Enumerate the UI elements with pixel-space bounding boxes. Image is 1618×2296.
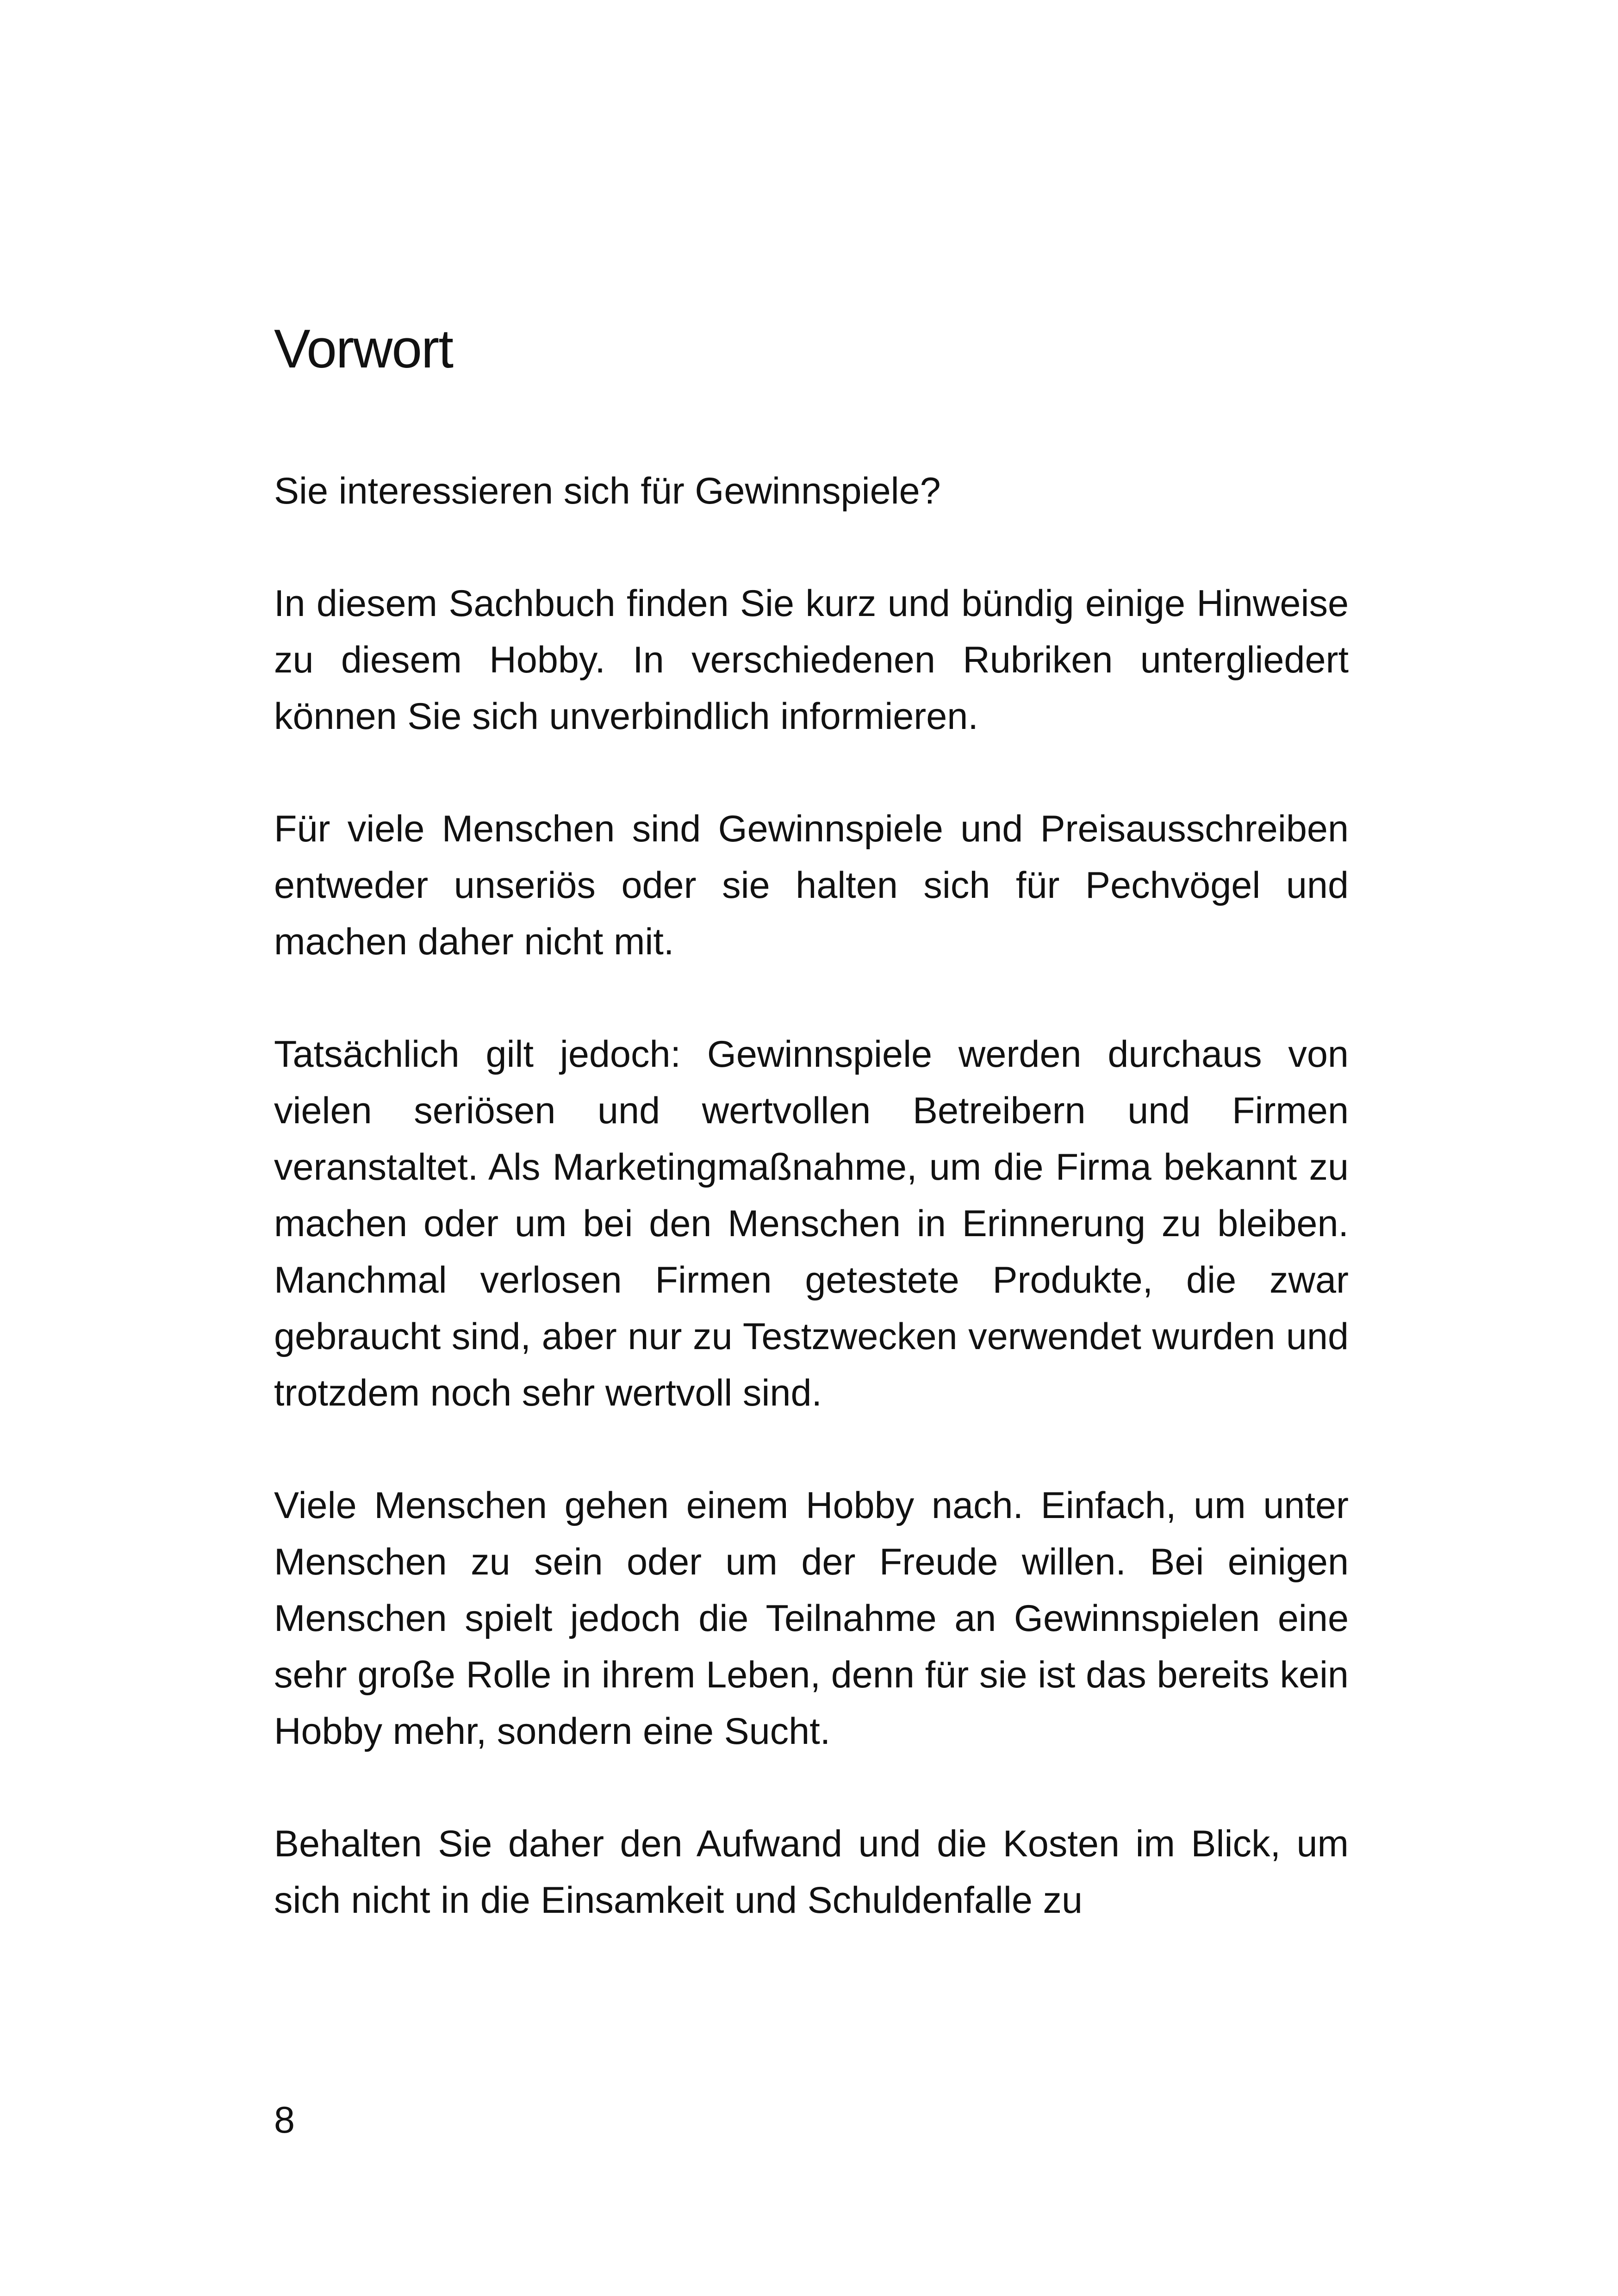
paragraph-warning: Behalten Sie daher den Aufwand und die Kosten im Blick, um sich nicht in die Einsamkeit und Schuldenfalle zu (274, 1823, 1349, 1921)
body-text (274, 463, 1349, 1985)
chapter-heading: Vorwort (274, 318, 453, 380)
paragraph-hobby-addiction: Viele Menschen gehen einem Hobby nach. Einfach, um unter Menschen zu sein oder um der Freude willen. Bei einigen Menschen spielt jedoch die Teilnahme an Gewinnspielen eine sehr große Rolle in ihrem Leben, denn für sie ist das bereits kein Hobby mehr, sondern eine Sucht. (274, 1485, 1349, 1752)
paragraph-reality: Tatsächlich gilt jedoch: Gewinnspiele werden durchaus von vielen seriösen und wertvollen Betreibern und Firmen veranstaltet. Als Marketingmaßnahme, um die Firma bekannt zu machen oder um bei den Menschen in Erinnerung zu bleiben. Manchmal verlosen Firmen getestete Produkte, die zwar gebraucht sind, aber nur zu Testzwecken verwendet wurden und trotzdem noch sehr wertvoll sind. (274, 1033, 1349, 1414)
paragraph-book-overview: In diesem Sachbuch finden Sie kurz und bündig einige Hinweise zu diesem Hobby. In verschiedenen Rubriken untergliedert können Sie sich unverbindlich informieren. (274, 583, 1349, 737)
page-number: 8 (274, 2099, 295, 2141)
paragraph-intro-question: Sie interessieren sich für Gewinnspiele? (274, 470, 941, 512)
paragraph-common-perception: Für viele Menschen sind Gewinnspiele und Preisausschreiben entweder unseriös oder sie halten sich für Pechvögel und machen daher nicht mit. (274, 808, 1349, 963)
